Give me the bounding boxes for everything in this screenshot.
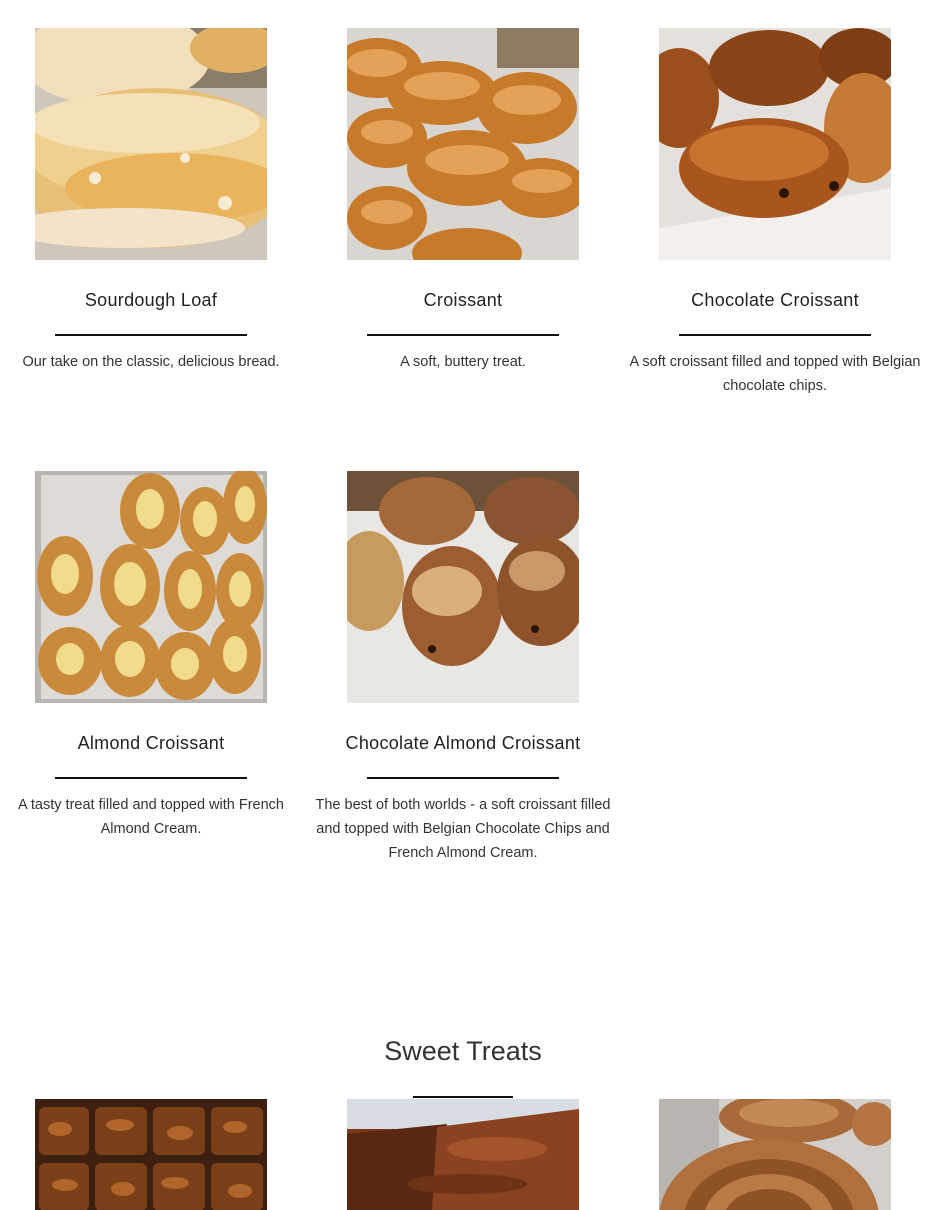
cinnamon-roll-photo[interactable] bbox=[659, 1099, 891, 1210]
sourdough-loaf-photo[interactable] bbox=[35, 28, 267, 260]
product-description: A soft croissant filled and topped with Belgian chocolate chips. bbox=[629, 354, 921, 394]
product-description: The best of both worlds - a soft croissant filled and topped with Belgian Chocolate Chips and French Almond Cream. bbox=[315, 797, 611, 861]
croissant-photo[interactable] bbox=[347, 28, 579, 260]
product-title: Sourdough Loaf bbox=[84, 290, 218, 310]
product-title: Almond Croissant bbox=[77, 733, 225, 753]
brownie-photo[interactable] bbox=[347, 1099, 579, 1210]
product-title: Croissant bbox=[423, 290, 503, 310]
product-description: A tasty treat filled and topped with French Almond Cream. bbox=[18, 797, 284, 837]
title-divider bbox=[367, 777, 559, 779]
section-divider bbox=[413, 1096, 513, 1098]
almond-croissant-photo[interactable] bbox=[35, 471, 267, 703]
chocolate-croissant-photo[interactable] bbox=[659, 28, 891, 260]
title-divider bbox=[679, 334, 871, 336]
title-divider bbox=[367, 334, 559, 336]
product-title: Chocolate Croissant bbox=[691, 290, 859, 310]
title-divider bbox=[55, 777, 247, 779]
product-description: A soft, buttery treat. bbox=[400, 354, 526, 370]
title-divider bbox=[55, 334, 247, 336]
product-description: Our take on the classic, delicious bread. bbox=[22, 354, 280, 370]
product-title: Chocolate Almond Croissant bbox=[345, 733, 581, 753]
pecan-bars-photo[interactable] bbox=[35, 1099, 267, 1210]
section-heading-sweet-treats: Sweet Treats bbox=[384, 1036, 542, 1066]
chocolate-almond-croissant-photo[interactable] bbox=[347, 471, 579, 703]
